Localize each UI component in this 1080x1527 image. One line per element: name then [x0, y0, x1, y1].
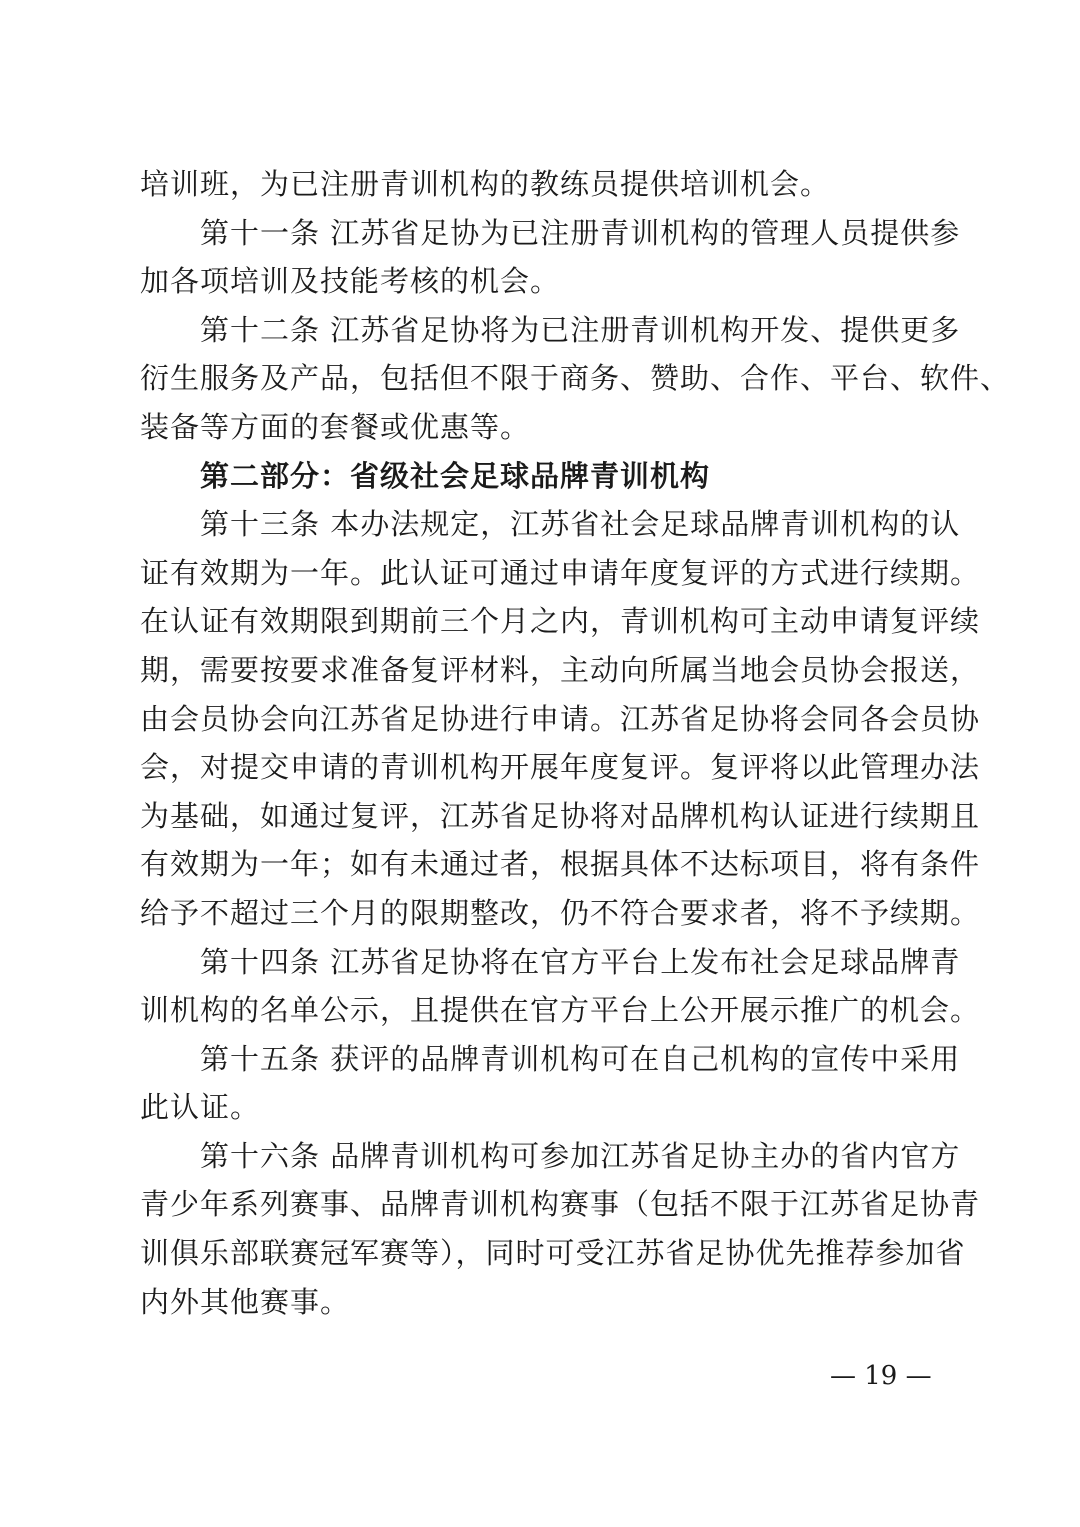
text-line: 装备等方面的套餐或优惠等。 — [140, 409, 531, 444]
article-11-line: 第十一条 江苏省足协为已注册青训机构的管理人员提供参 — [200, 215, 961, 250]
text-line: 证有效期为一年。此认证可通过申请年度复评的方式进行续期。 — [140, 555, 981, 590]
text-line: 训俱乐部联赛冠军赛等），同时可受江苏省足协优先推荐参加省 — [140, 1236, 966, 1271]
text-line: 青少年系列赛事、品牌青训机构赛事（包括不限于江苏省足协青 — [140, 1187, 981, 1222]
body-text — [140, 160, 1011, 1326]
text-line: 加各项培训及技能考核的机会。 — [140, 264, 561, 299]
page-number: — 19 — — [830, 1361, 932, 1391]
text-line: 有效期为一年；如有未通过者，根据具体不达标项目，将有条件 — [140, 847, 981, 882]
text-line: 训机构的名单公示，且提供在官方平台上公开展示推广的机会。 — [140, 993, 981, 1028]
text-line: 衍生服务及产品，包括但不限于商务、赞助、合作、平台、软件、 — [140, 361, 1011, 396]
section-heading: 第二部分：省级社会足球品牌青训机构 — [200, 458, 711, 493]
text-line: 期，需要按要求准备复评材料，主动向所属当地会员协会报送， — [140, 652, 981, 687]
article-14-line: 第十四条 江苏省足协将在官方平台上发布社会足球品牌青 — [200, 944, 961, 979]
text-line: 此认证。 — [140, 1090, 261, 1125]
text-line: 由会员协会向江苏省足协进行申请。江苏省足协将会同各会员协 — [140, 701, 981, 736]
text-line: 培训班，为已注册青训机构的教练员提供培训机会。 — [140, 167, 831, 201]
article-15-line: 第十五条 获评的品牌青训机构可在自己机构的宣传中采用 — [200, 1041, 961, 1076]
article-16-line: 第十六条 品牌青训机构可参加江苏省足协主办的省内官方 — [200, 1138, 961, 1173]
text-line: 给予不超过三个月的限期整改，仍不符合要求者，将不予续期。 — [140, 895, 981, 930]
article-13-line: 第十三条 本办法规定，江苏省社会足球品牌青训机构的认 — [200, 507, 961, 542]
text-line: 在认证有效期限到期前三个月之内，青训机构可主动申请复评续 — [140, 604, 981, 639]
article-12-line: 第十二条 江苏省足协将为已注册青训机构开发、提供更多 — [200, 312, 961, 347]
text-line: 内外其他赛事。 — [140, 1284, 351, 1319]
text-line: 会，对提交申请的青训机构开展年度复评。复评将以此管理办法 — [140, 750, 981, 785]
text-line: 为基础，如通过复评，江苏省足协将对品牌机构认证进行续期且 — [140, 798, 981, 833]
